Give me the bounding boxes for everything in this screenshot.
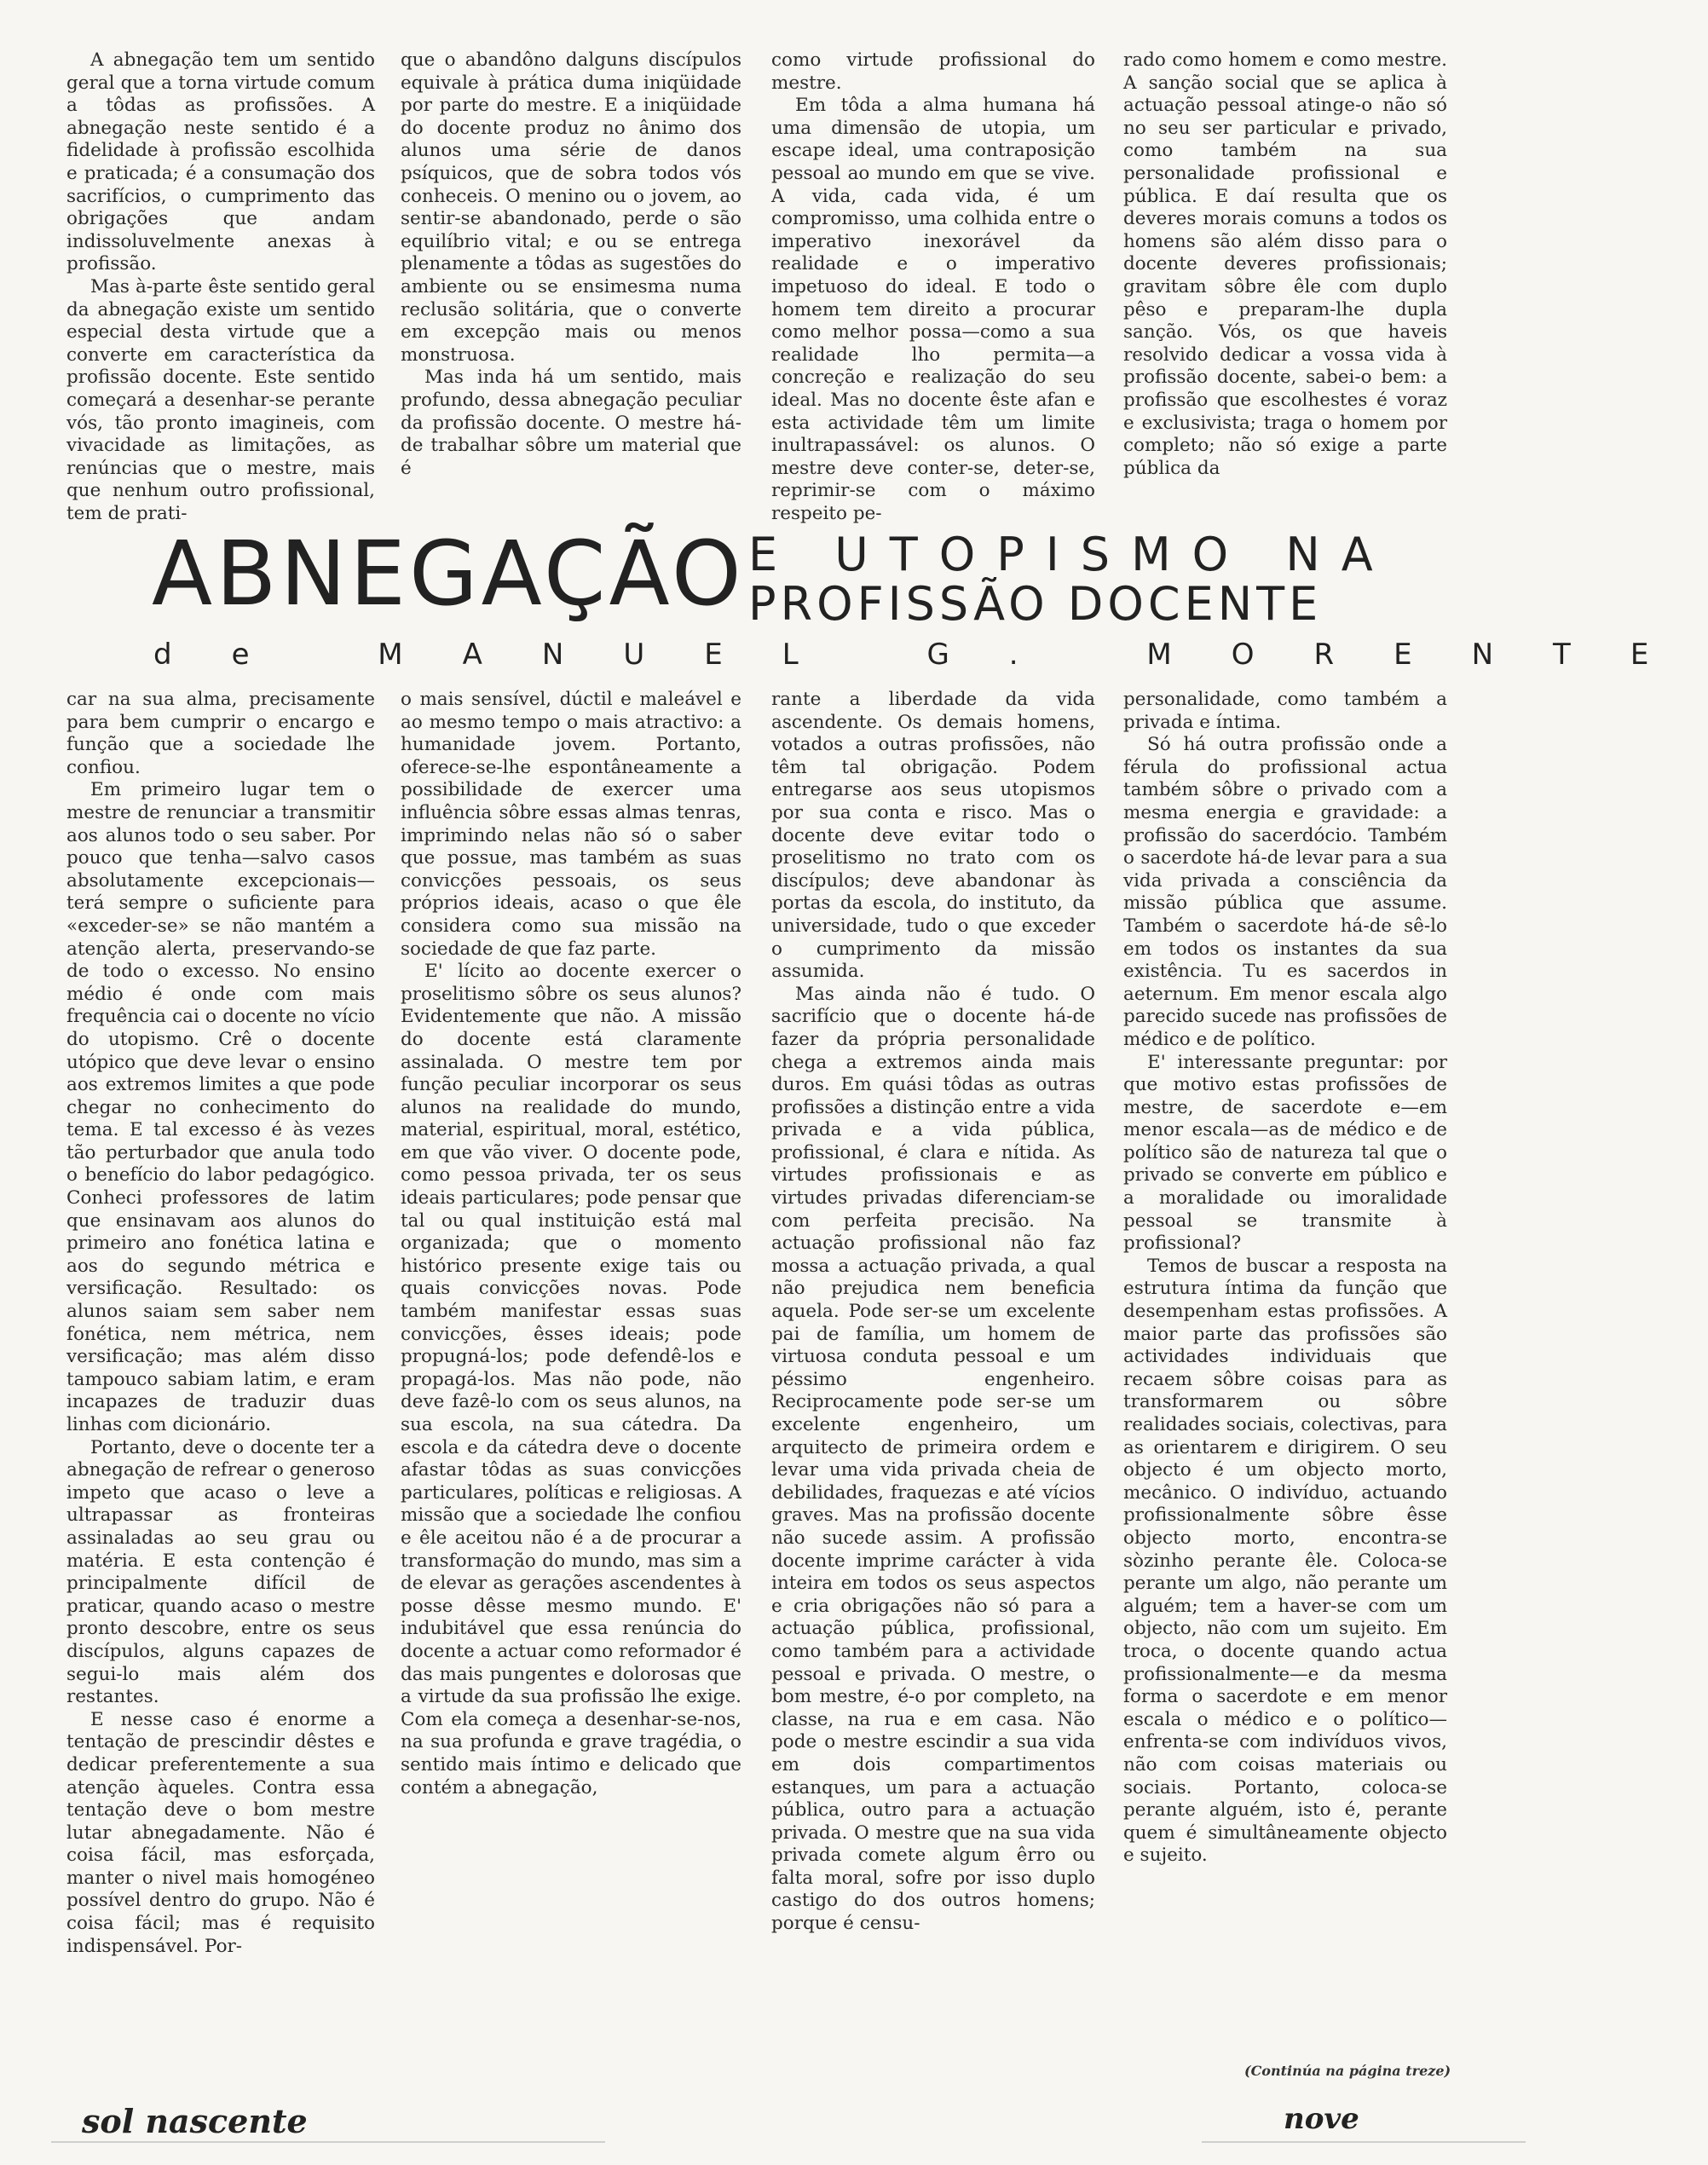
column-3	[771, 49, 1095, 524]
column-7	[771, 689, 1095, 2040]
paragraph: Portanto, deve o docente ter a abnegação de refrear o generoso impeto que acaso o leve a ultrapassar as fronteiras assinaladas ao seu grau ou matéria. E esta contenção é principalmente difícil de praticar, quando acaso o mestre pronto descobre, entre os seus discípulos, alguns capazes de segui-lo mais além dos restantes.	[66, 1436, 375, 1708]
paragraph: Temos de buscar a resposta na estrutura íntima da função que desempenham estas profissões. A maior parte das profissões são actividades individuais que recaem sôbre coisas para as transformarem ou sôbre realidades sociais, colectivas, para as orientarem e dirigirem. O seu objecto é um objecto morto, mecânico. O indivíduo, actuando profissionalmente sôbre êsse objecto morto, encontra-se sòzinho perante êle. Coloca-se perante um algo, não perante um alguém; tem a haver-se com um objecto, não com um sujeito. Em troca, o docente quando actua profissionalmente—e da mesma forma o sacerdote e em menor escala o médico e o político—enfrenta-se com indivíduos vivos, não com coisas materiais ou sociais. Portanto, coloca-se perante alguém, isto é, perante quem é simultâneamente objecto e sujeito.	[1123, 1255, 1447, 1867]
footer-rule-left	[51, 2141, 605, 2143]
paragraph: como virtude profissional do mestre.	[771, 49, 1095, 94]
headline-main: ABNEGAÇÃO	[152, 522, 745, 626]
byline: de MANUEL G. MORENTE	[153, 638, 1708, 672]
paragraph: rado como homem e como mestre. A sanção social que se aplica à actuação pessoal atinge-o não só no seu ser particular e privado, como também na sua personalidade profissional e pública. E daí resulta que os deveres morais comuns a todos os homens são além disso para o docente deveres profissionais; gravitam sôbre êle com duplo pêso e preparam-lhe dupla sanção. Vós, os que haveis resolvido dedicar a vossa vida à profissão docente, sabei-o bem: a profissão que escolhestes é voraz e exclusivista; traga o homem por completo; não só exige a parte pública da	[1123, 49, 1447, 479]
paragraph: car na sua alma, precisamente para bem cumprir o encargo e função que a sociedade lhe confiou.	[66, 689, 375, 778]
paragraph: Só há outra profissão onde a férula do profissional actua também sôbre o privado com a mesma energia e gravidade: a profissão do sacerdócio. Também o sacerdote há-de levar para a sua vida privada a consciência da missão pública que assume. Também o sacerdote há-de sê-lo em todos os instantes da sua existência. Tu es sacerdos in aeternum. Em menor escala algo parecido sucede nas profissões de médico e de político.	[1123, 734, 1447, 1050]
paragraph: o mais sensível, dúctil e maleável e ao mesmo tempo o mais atractivo: a humanidade jovem. Portanto, oferece-se-lhe espontâneamente a possibilidade de exercer uma influência sôbre essas almas tenras, imprimindo nelas não só o saber que possue, mas também as suas convicções pessoais, os seus próprios ideais, acaso o que êle considera como sua missão na sociedade de que faz parte.	[401, 689, 741, 960]
paragraph: Mas ainda não é tudo. O sacrifício que o docente há-de fazer da própria personalidade chega a extremos ainda mais duros. Em quási tôdas as outras profissões a distinção entre a vida privada e a vida pública, profissional, é clara e nítida. As virtudes profissionais e as virtudes privadas diferenciam-se com perfeita precisão. Na actuação profissional não faz mossa a actuação privada, a qual não prejudica nem beneficia aquela. Pode ser-se um excelente pai de família, um homem de virtuosa conduta pessoal e um péssimo engenheiro. Reciprocamente pode ser-se um excelente engenheiro, um arquitecto de primeira ordem e levar uma vida privada cheia de debilidades, fraquezas e até vícios graves. Mas na profissão docente não sucede assim. A profissão docente imprime carácter à vida inteira em todos os seus aspectos e cria obrigações não só para a actuação pública, profissional, como também para a actividade pessoal e privada. O mestre, o bom mestre, é-o por completo, na classe, na rua e em casa. Não pode o mestre escindir a sua vida em dois compartimentos estanques, um para a actuação pública, outro para a actuação privada. O mestre que na sua vida privada comete algum êrro ou falta moral, sofre por isso duplo castigo do dos outros homens; porque é censu-	[771, 983, 1095, 1935]
paragraph: Em tôda a alma humana há uma dimensão de utopia, um escape ideal, uma contraposição pessoal ao mundo em que se vive. A vida, cada vida, é um compromisso, uma colhida entre o imperativo inexorável da realidade e o imperativo impetuoso do ideal. E todo o homem tem direito a procurar como melhor possa—como a sua realidade lho permita—a concreção e realização do seu ideal. Mas no docente êste afan e esta actividade têm um limite inultrapassável: os alunos. O mestre deve conter-se, deter-se, reprimir-se com o máximo respeito pe-	[771, 95, 1095, 524]
column-6	[401, 689, 741, 2040]
column-5	[66, 689, 375, 2040]
column-4	[1123, 49, 1447, 510]
paragraph: Mas inda há um sentido, mais profundo, dessa abnegação peculiar da profissão docente. O mestre há-de trabalhar sôbre um material que é	[401, 367, 741, 479]
continued-note: (Continúa na página treze)	[1244, 2063, 1451, 2079]
paragraph: rante a liberdade da vida ascendente. Os demais homens, votados a outras profissões, não têm tal obrigação. Podem entregarse aos seus utopismos por sua conta e risco. Mas o docente deve evitar todo o proselitismo no trato com os discípulos; deve abandonar às portas da escola, do instituto, da universidade, tudo o que exceder o cumprimento da missão assumida.	[771, 689, 1095, 983]
column-2	[401, 49, 741, 510]
paragraph: Mas à-parte êste sentido geral da abnegação existe um sentido especial desta virtude que a converte em característica da profissão docente. Este sentido começará a desenhar-se perante vós, tão pronto imagineis, com vivacidade as limitações, as renúncias que o mestre, mais que nenhum outro profissional, tem de prati-	[66, 275, 375, 524]
paragraph: E nesse caso é enorme a tentação de prescindir dêstes e dedicar preferentemente a sua atenção àqueles. Contra essa tentação deve o bom mestre lutar abnegadamente. Não é coisa fácil, mas esforçada, manter o nivel mais homogéneo possível dentro do grupo. Não é coisa fácil; mas é requisito indispensável. Por-	[66, 1708, 375, 1957]
paragraph: que o abandôno dalguns discípulos equivale à prática duma iniqüidade por parte do mestre. E a iniqüidade do docente produz no ânimo dos alunos uma série de danos psíquicos, que de sobra todos vós conheceis. O menino ou o jovem, ao sentir-se abandonado, perde o são equilíbrio vital; e ou se entrega plenamente a tôdas as sugestões do ambiente ou se ensimesma numa reclusão solitária, que o converte em excepção mais ou menos monstruosa.	[401, 49, 741, 366]
column-1	[66, 49, 375, 524]
headline-line-1: E UTOPISMO NA	[748, 528, 1394, 581]
paragraph: Em primeiro lugar tem o mestre de renunciar a transmitir aos alunos todo o seu saber. Por pouco que tenha—salvo casos absolutamente excepcionais—terá sempre o suficiente para «exceder-se» se não mantém a atenção alerta, preservando-se de todo o excesso. No ensino médio é onde com mais frequência cai o docente no vício do utopismo. Crê o docente utópico que deve levar o ensino aos extremos limites a que pode chegar no conhecimento do tema. E tal excesso é às vezes tão perturbador que anula todo o benefício do labor pedagógico. Conheci professores de latim que ensinavam aos alunos do primeiro ano fonética latina e aos do segundo métrica e versificação. Resultado: os alunos saiam sem saber nem fonética, nem métrica, nem versificação; mas além disso tampouco sabiam latim, e eram incapazes de traduzir duas linhas com dicionário.	[66, 779, 375, 1435]
headline-line-2: PROFISSÃO DOCENTE	[748, 577, 1323, 631]
magazine-name: sol nascente	[82, 2102, 308, 2140]
paragraph: A abnegação tem um sentido geral que a torna virtude comum a tôdas as profissões. A abnegação neste sentido é a fidelidade à profissão escolhida e praticada; é a consumação dos sacrifícios, o cumprimento das obrigações que andam indissoluvelmente anexas à profissão.	[66, 49, 375, 275]
paragraph: E' interessante preguntar: por que motivo estas profissões de mestre, de sacerdote e—em menor escala—as de médico e de político são de natureza tal que o privado se converte em público e a moralidade ou imoralidade pessoal se transmite à profissional?	[1123, 1051, 1447, 1255]
paragraph: personalidade, como também a privada e íntima.	[1123, 689, 1447, 733]
paragraph: E' lícito ao docente exercer o proselitismo sôbre os seus alunos? Evidentemente que não. A missão do docente está claramente assinalada. O mestre tem por função peculiar incorporar os seus alunos na realidade do mundo, material, espiritual, moral, estético, em que vão viver. O docente pode, como pessoa privada, ter os seus ideais particulares; pode pensar que tal ou qual instituição está mal organizada; que o momento histórico presente exige tais ou quais convicções novas. Pode também manifestar essas suas convicções, êsses ideais; pode propugná-los; pode defendê-los e propagá-los. Mas não pode, não deve fazê-lo com os seus alunos, na sua escola, na sua cátedra. Da escola e da cátedra deve o docente afastar tôdas as suas convicções particulares, políticas e religiosas. A missão que a sociedade lhe confiou e êle aceitou não é a de procurar a transformação do mundo, mas sim a de elevar as gerações ascendentes à posse dêsse mesmo mundo. E' indubitável que essa renúncia do docente a actuar como reformador é das mais pungentes e dolorosas que a virtude da sua profissão lhe exige. Com ela começa a desenhar-se-nos, na sua profunda e grave tragédia, o sentido mais íntimo e delicado que contém a abnegação,	[401, 961, 741, 1798]
column-8	[1123, 689, 1447, 2040]
page-number: nove	[1284, 2102, 1359, 2136]
footer-rule-right	[1202, 2141, 1526, 2143]
